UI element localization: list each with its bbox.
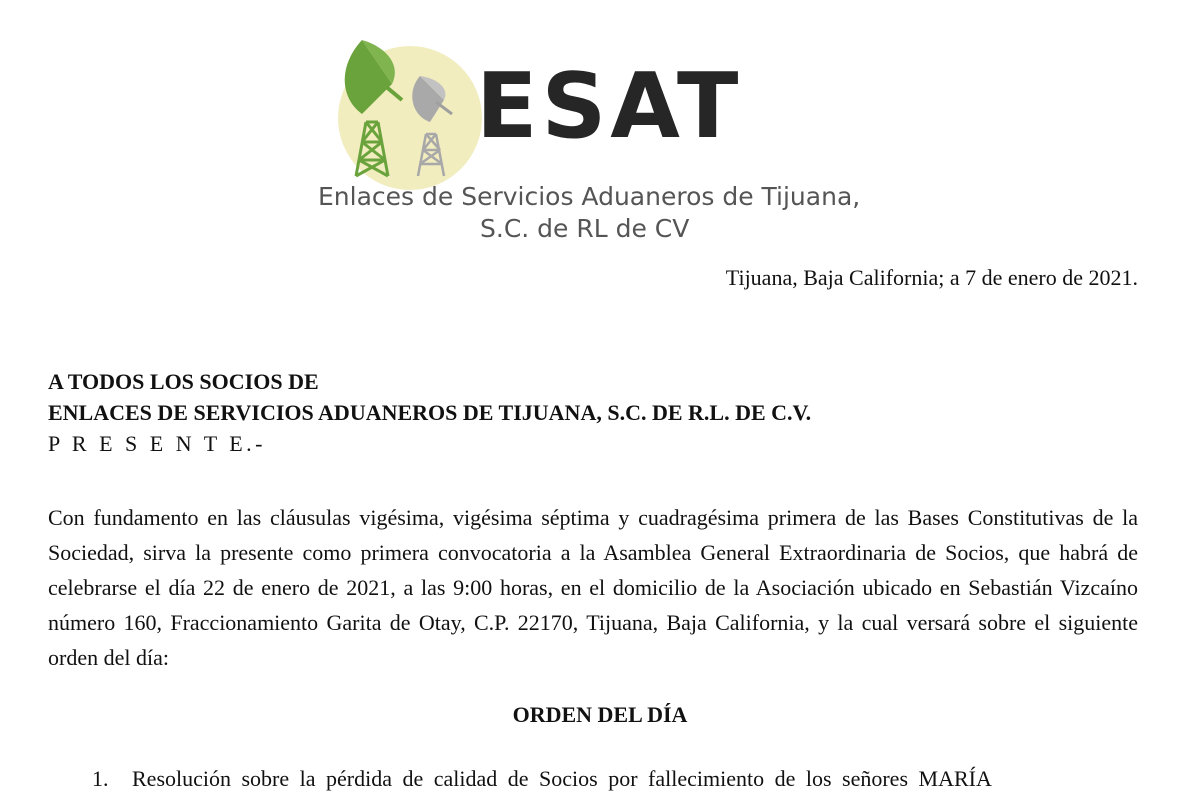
recipient-line2: ENLACES DE SERVICIOS ADUANEROS DE TIJUANA, S.C. DE R.L. DE C.V. xyxy=(48,400,812,425)
agenda-item-text: Resolución sobre la pérdida de calidad de Socios por fallecimiento de los señores MARÍA xyxy=(132,766,992,791)
agenda-title: ORDEN DEL DÍA xyxy=(512,702,688,727)
body-paragraph: Con fundamento en las cláusulas vigésima, vigésima séptima y cuadragésima primera de las Bases Constitutivas de la Sociedad, sirva la presente como primera convocatoria a la Asamblea General Extraordinaria de Socios, que habrá de celebrarse el día 22 de enero de 2021, a las 9:00 horas, en el domicilio de la Asociación ubicado en Sebastián Vizcaíno número 160, Fraccionamiento Garita de Otay, C.P. 22170, Tijuana, Baja California, y la cual versará sobre el siguiente orden del día: xyxy=(48,505,1138,670)
agenda-item-number: 1. xyxy=(92,766,109,791)
company-name-line2: S.C. de RL de CV xyxy=(480,214,690,243)
company-name-line1: Enlaces de Servicios Aduaneros de Tijuana, xyxy=(318,182,861,211)
agenda-item xyxy=(92,766,1138,792)
recipient-line1: A TODOS LOS SOCIOS DE xyxy=(48,369,319,394)
letterhead xyxy=(318,22,861,243)
recipient-line3: P R E S E N T E.- xyxy=(48,431,267,456)
antenna-tower-logo-icon xyxy=(332,26,482,196)
recipient-block xyxy=(48,366,811,459)
date-line: Tijuana, Baja California; a 7 de enero de 2021. xyxy=(725,265,1138,290)
brand-name: ESAT xyxy=(476,54,743,159)
